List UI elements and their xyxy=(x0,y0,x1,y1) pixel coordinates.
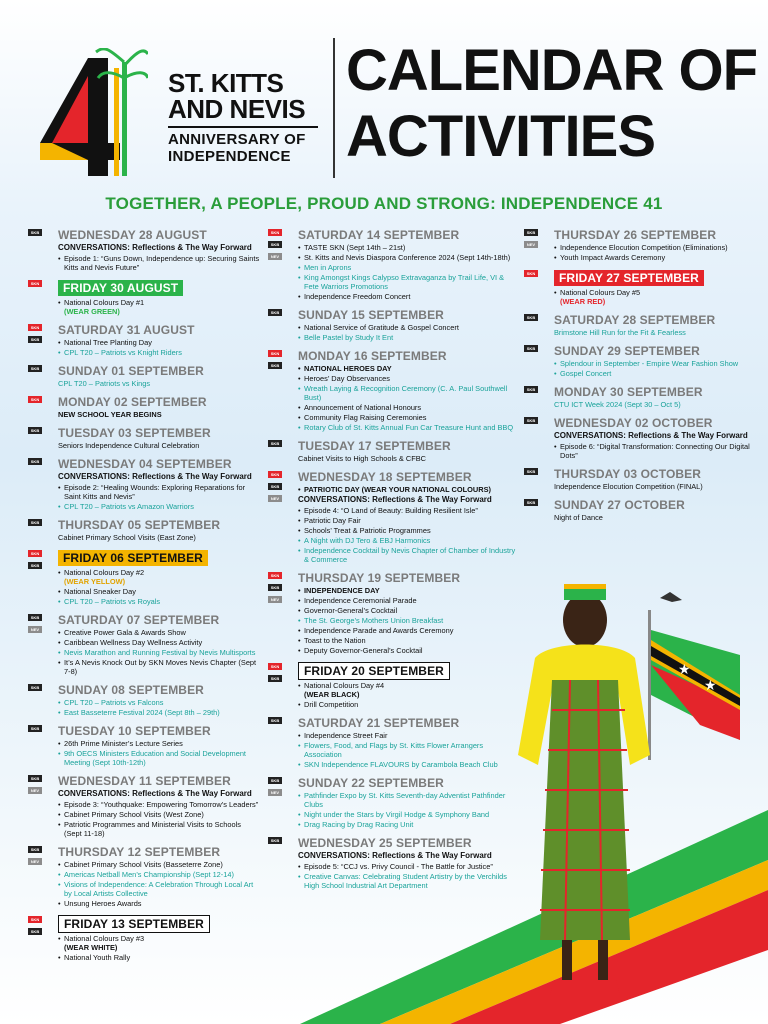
day-title: MONDAY 30 SEPTEMBER xyxy=(554,385,703,399)
event-item xyxy=(58,934,260,952)
skb-badge: SKB xyxy=(28,427,42,434)
event-item xyxy=(554,288,754,306)
skb-badge: SKB xyxy=(28,519,42,526)
event-item: • Independence Cocktail by Nevis Chapter of Chamber of Industry & Commerce xyxy=(298,546,518,564)
day-entry xyxy=(268,716,518,769)
event-item: • Independence Parade and Awards Ceremony xyxy=(298,626,518,635)
event-item: • Creative Canvas: Celebrating Student Artistry by the Verchilds High School Industrial Art Department xyxy=(298,872,518,890)
skb-badge: SKB xyxy=(28,684,42,691)
day-title: SUNDAY 01 SEPTEMBER xyxy=(58,364,204,378)
day-title: SUNDAY 15 SEPTEMBER xyxy=(298,308,444,322)
parish-badges xyxy=(28,775,50,799)
skb-badge: SKB xyxy=(28,846,42,853)
page-title xyxy=(346,38,766,170)
day-title: THURSDAY 05 SEPTEMBER xyxy=(58,518,221,532)
day-title: SATURDAY 21 SEPTEMBER xyxy=(298,716,460,730)
day-entry xyxy=(28,915,260,962)
day-title: SATURDAY 31 AUGUST xyxy=(58,323,195,337)
day-entry xyxy=(268,836,518,890)
event-item: • King Amongst Kings Calypso Extravaganza by Trail Life, VI & Fete Warriors Promotions xyxy=(298,273,518,291)
parish-badges xyxy=(28,550,50,574)
event-item xyxy=(58,568,260,586)
nev-badge: NEV xyxy=(28,858,42,865)
parish-badges xyxy=(268,309,290,321)
parish-badges xyxy=(28,280,50,292)
event-item: • Americas Netball Men’s Championship (Sept 12-14) xyxy=(58,870,260,879)
day-entry xyxy=(28,457,260,511)
event-note: (WEAR YELLOW) xyxy=(64,577,126,586)
nev-badge: NEV xyxy=(28,787,42,794)
day-entry xyxy=(28,279,260,316)
day-title: SATURDAY 07 SEPTEMBER xyxy=(58,613,220,627)
event-item: • Episode 5: “CCJ vs. Privy Council - The Battle for Justice” xyxy=(298,862,518,871)
skb-badge: SKB xyxy=(28,562,42,569)
event-item: • Splendour in September - Empire Wear Fashion Show xyxy=(554,359,754,368)
parish-badges xyxy=(28,725,50,737)
skn-badge: SKN xyxy=(268,663,282,670)
parish-badges xyxy=(268,471,290,507)
day-title: SATURDAY 28 SEPTEMBER xyxy=(554,313,716,327)
day-title: THURSDAY 03 OCTOBER xyxy=(554,467,702,481)
event-item: • East Basseterre Festival 2024 (Sept 8th – 29th) xyxy=(58,708,260,717)
logo-line-1: ST. KITTS xyxy=(168,68,284,98)
skb-badge: SKB xyxy=(268,241,282,248)
skn-badge: SKN xyxy=(28,396,42,403)
event-item: • SKN Independence FLAVOURS by Carambola Beach Club xyxy=(298,760,518,769)
parish-badges xyxy=(268,837,290,849)
day-subtitle: CONVERSATIONS: Reflections & The Way Forward xyxy=(58,243,252,252)
skn-badge: SKN xyxy=(28,280,42,287)
nev-badge: NEV xyxy=(524,241,538,248)
event-item: • Visions of Independence: A Celebration Through Local Art by Local Artists Collective xyxy=(58,880,260,898)
event-item: • Rotary Club of St. Kitts Annual Fun Car Treasure Hunt and BBQ xyxy=(298,423,518,432)
event-item: • Episode 2: “Healing Wounds: Exploring Reparations for Saint Kitts and Nevis” xyxy=(58,483,260,501)
event-item: • National Service of Gratitude & Gospel Concert xyxy=(298,323,518,332)
day-entry xyxy=(268,662,518,709)
day-title: FRIDAY 13 SEPTEMBER xyxy=(58,915,210,933)
calendar-column-1 xyxy=(28,228,260,969)
skb-badge: SKB xyxy=(524,468,538,475)
parish-badges xyxy=(28,324,50,348)
event-text: CPL T20 – Patriots vs Kings xyxy=(58,379,151,388)
day-subtitle: CONVERSATIONS: Reflections & The Way Forward xyxy=(58,789,252,798)
skn-badge: SKN xyxy=(524,270,538,277)
svg-text:★: ★ xyxy=(678,662,691,678)
day-title: WEDNESDAY 11 SEPTEMBER xyxy=(58,774,231,788)
day-title: TUESDAY 10 SEPTEMBER xyxy=(58,724,211,738)
skb-badge: SKB xyxy=(268,717,282,724)
skn-badge: SKN xyxy=(268,572,282,579)
event-text: Brimstone Hill Run for the Fit & Fearless xyxy=(554,328,686,337)
event-text: Cabinet Visits to High Schools & CFBC xyxy=(298,454,427,463)
day-title: WEDNESDAY 02 OCTOBER xyxy=(554,416,713,430)
day-entry xyxy=(524,269,754,306)
event-item: • Heroes’ Day Observances xyxy=(298,374,518,383)
event-item: • Patriotic Day Fair xyxy=(298,516,518,525)
skn-badge: SKN xyxy=(268,350,282,357)
day-subtitle: CONVERSATIONS: Reflections & The Way Forward xyxy=(554,431,748,440)
event-item: • TASTE SKN (Sept 14th – 21st) xyxy=(298,243,518,252)
day-title: WEDNESDAY 04 SEPTEMBER xyxy=(58,457,232,471)
event-text: National Colours Day #1 xyxy=(64,298,145,307)
day-title: SUNDAY 22 SEPTEMBER xyxy=(298,776,444,790)
skb-badge: SKB xyxy=(268,309,282,316)
skb-badge: SKB xyxy=(524,314,538,321)
parish-badges xyxy=(28,519,50,531)
day-title: FRIDAY 06 SEPTEMBER xyxy=(58,550,208,566)
parish-badges xyxy=(268,440,290,452)
event-item: • CPL T20 – Patriots vs Falcons xyxy=(58,698,260,707)
event-text: National Colours Day #3 xyxy=(64,934,145,943)
day-entry xyxy=(28,323,260,357)
nev-badge: NEV xyxy=(268,253,282,260)
skb-badge: SKB xyxy=(268,362,282,369)
skb-badge: SKB xyxy=(524,417,538,424)
event-item: • Drill Competition xyxy=(298,700,518,709)
day-entry xyxy=(268,439,518,463)
event-item: • Flowers, Food, and Flags by St. Kitts Flower Arrangers Association xyxy=(298,741,518,759)
skb-badge: SKB xyxy=(28,775,42,782)
title-line-1: CALENDAR OF xyxy=(346,38,758,103)
logo-line-4: INDEPENDENCE xyxy=(168,148,291,165)
skb-badge: SKB xyxy=(28,336,42,343)
event-item xyxy=(58,298,260,316)
parish-badges xyxy=(524,499,546,511)
parish-badges xyxy=(28,229,50,241)
skn-badge: SKN xyxy=(268,229,282,236)
event-item: • Youth Impact Awards Ceremony xyxy=(554,253,754,262)
event-text: National Colours Day #5 xyxy=(560,288,641,297)
event-item: • A Night with DJ Tero & EBJ Harmonics xyxy=(298,536,518,545)
parish-badges xyxy=(28,684,50,696)
parish-badges xyxy=(524,468,546,480)
day-entry xyxy=(28,613,260,676)
event-item: • CPL T20 – Patriots vs Royals xyxy=(58,597,260,606)
day-entry xyxy=(268,776,518,829)
day-entry xyxy=(268,470,518,564)
skn-badge: SKN xyxy=(28,324,42,331)
event-item: • St. Kitts and Nevis Diaspora Conference 2024 (Sept 14th-18th) xyxy=(298,253,518,262)
parish-badges xyxy=(28,458,50,470)
day-title: SUNDAY 27 OCTOBER xyxy=(554,498,685,512)
event-item: • Independence Ceremonial Parade xyxy=(298,596,518,605)
day-entry xyxy=(524,344,754,378)
day-subtitle: CONVERSATIONS: Reflections & The Way Forward xyxy=(298,495,492,504)
day-title: WEDNESDAY 18 SEPTEMBER xyxy=(298,470,472,484)
event-item: • It’s A Nevis Knock Out by SKN Moves Nevis Chapter (Sept 7-8) xyxy=(58,658,260,676)
event-note: (WEAR RED) xyxy=(560,297,606,306)
event-item: • Drag Racing by Drag Racing Unit xyxy=(298,820,518,829)
skn-badge: SKN xyxy=(28,916,42,923)
parish-badges xyxy=(28,365,50,377)
parish-badges xyxy=(524,229,546,253)
parish-badges xyxy=(28,916,50,940)
event-text: Independence Elocution Competition (FINAL) xyxy=(554,482,703,491)
day-title: THURSDAY 26 SEPTEMBER xyxy=(554,228,717,242)
skb-badge: SKB xyxy=(524,229,538,236)
event-item: • Deputy Governor-General’s Cocktail xyxy=(298,646,518,655)
svg-text:★: ★ xyxy=(704,678,717,694)
day-entry xyxy=(268,349,518,432)
event-item: • Men in Aprons xyxy=(298,263,518,272)
tagline: TOGETHER, A PEOPLE, PROUD AND STRONG: INDEPENDENCE 41 xyxy=(105,194,663,213)
parish-badges xyxy=(268,777,290,801)
event-item: • Independence Elocution Competition (Eliminations) xyxy=(554,243,754,252)
nev-badge: NEV xyxy=(268,789,282,796)
skb-badge: SKB xyxy=(524,345,538,352)
woman-in-madras-dress-photo xyxy=(490,540,768,1024)
day-entry xyxy=(28,395,260,419)
day-entry xyxy=(268,228,518,301)
parish-badges xyxy=(268,663,290,687)
event-item: • National Youth Rally xyxy=(58,953,260,962)
skb-badge: SKB xyxy=(28,458,42,465)
event-note: (WEAR GREEN) xyxy=(64,307,120,316)
day-entry xyxy=(28,724,260,767)
nev-badge: NEV xyxy=(268,596,282,603)
event-text: NEW SCHOOL YEAR BEGINS xyxy=(58,410,162,419)
parish-badges xyxy=(268,350,290,374)
event-item: • NATIONAL HEROES DAY xyxy=(298,364,518,373)
event-item: • Cabinet Primary School Visits (Basseterre Zone) xyxy=(58,860,260,869)
parish-badges xyxy=(268,572,290,608)
event-item: • Episode 6: “Digital Transformation: Connecting Our Digital Dots” xyxy=(554,442,754,460)
event-item: • Patriotic Programmes and Ministerial Visits to Schools (Sept 11-18) xyxy=(58,820,260,838)
nev-badge: NEV xyxy=(268,495,282,502)
event-item: • National Tree Planting Day xyxy=(58,338,260,347)
day-title: MONDAY 16 SEPTEMBER xyxy=(298,349,447,363)
header xyxy=(0,0,768,190)
day-entry xyxy=(524,467,754,491)
day-title: FRIDAY 30 AUGUST xyxy=(58,280,183,296)
day-subtitle: CONVERSATIONS: Reflections & The Way Forward xyxy=(298,851,492,860)
day-entry xyxy=(28,426,260,450)
event-item xyxy=(298,681,518,699)
title-line-2: ACTIVITIES xyxy=(346,104,656,169)
day-title: SATURDAY 14 SEPTEMBER xyxy=(298,228,460,242)
skb-badge: SKB xyxy=(268,675,282,682)
skb-badge: SKB xyxy=(524,499,538,506)
day-entry xyxy=(524,313,754,337)
parish-badges xyxy=(524,386,546,398)
event-item: • The St. George’s Mothers Union Breakfast xyxy=(298,616,518,625)
skb-badge: SKB xyxy=(524,386,538,393)
event-item: • PATRIOTIC DAY (WEAR YOUR NATIONAL COLOURS) xyxy=(298,485,518,494)
event-item: • Unsung Heroes Awards xyxy=(58,899,260,908)
event-item: • Night under the Stars by Virgil Hodge & Symphony Band xyxy=(298,810,518,819)
day-entry xyxy=(268,308,518,342)
skb-badge: SKB xyxy=(28,365,42,372)
day-entry xyxy=(524,498,754,522)
day-entry xyxy=(524,228,754,262)
event-text: Cabinet Primary School Visits (East Zone) xyxy=(58,533,196,542)
day-entry xyxy=(28,518,260,542)
day-title: THURSDAY 12 SEPTEMBER xyxy=(58,845,221,859)
event-text: CTU ICT Week 2024 (Sept 30 – Oct 5) xyxy=(554,400,681,409)
event-item: • Community Flag Raising Ceremonies xyxy=(298,413,518,422)
event-item: • 26th Prime Minister’s Lecture Series xyxy=(58,739,260,748)
calendar-column-2 xyxy=(268,228,518,897)
event-text: Seniors Independence Cultural Celebration xyxy=(58,441,200,450)
event-item: • Cabinet Primary School Visits (West Zone) xyxy=(58,810,260,819)
parish-badges xyxy=(28,614,50,638)
day-entry xyxy=(524,416,754,460)
day-title: SUNDAY 29 SEPTEMBER xyxy=(554,344,700,358)
event-item: • Wreath Laying & Recognition Ceremony (C. A. Paul Southwell Bust) xyxy=(298,384,518,402)
event-item: • Episode 1: “Guns Down, Independence up: Securing Saints Kitts and Nevis Future” xyxy=(58,254,260,272)
day-title: THURSDAY 19 SEPTEMBER xyxy=(298,571,461,585)
skb-badge: SKB xyxy=(268,584,282,591)
skn-badge: SKN xyxy=(268,471,282,478)
event-item: • 9th OECS Ministers Education and Social Development Meeting (Sept 10th-12th) xyxy=(58,749,260,767)
logo-text xyxy=(168,70,338,165)
day-entry xyxy=(28,228,260,272)
event-note: (WEAR BLACK) xyxy=(304,690,360,699)
event-item: • Nevis Marathon and Running Festival by Nevis Multisports xyxy=(58,648,260,657)
calendar-column-3 xyxy=(524,228,754,529)
day-title: WEDNESDAY 28 AUGUST xyxy=(58,228,207,242)
logo-line-2: AND NEVIS xyxy=(168,94,306,124)
day-subtitle: CONVERSATIONS: Reflections & The Way Forward xyxy=(58,472,252,481)
skb-badge: SKB xyxy=(268,483,282,490)
day-entry xyxy=(28,774,260,838)
day-title: SUNDAY 08 SEPTEMBER xyxy=(58,683,204,697)
event-item: • Belle Pastel by Study It Ent xyxy=(298,333,518,342)
event-item: • INDEPENDENCE DAY xyxy=(298,586,518,595)
event-item: • CPL T20 – Patriots vs Amazon Warriors xyxy=(58,502,260,511)
parish-badges xyxy=(28,427,50,439)
day-title: FRIDAY 27 SEPTEMBER xyxy=(554,270,704,286)
event-text: National Colours Day #4 xyxy=(304,681,385,690)
day-entry xyxy=(28,364,260,388)
event-item: • Independence Street Fair xyxy=(298,731,518,740)
event-text: Night of Dance xyxy=(554,513,603,522)
parish-badges xyxy=(28,846,50,870)
event-item: • National Sneaker Day xyxy=(58,587,260,596)
day-entry xyxy=(28,549,260,606)
day-title: TUESDAY 03 SEPTEMBER xyxy=(58,426,211,440)
skb-badge: SKB xyxy=(268,837,282,844)
day-title: WEDNESDAY 25 SEPTEMBER xyxy=(298,836,472,850)
parish-badges xyxy=(524,345,546,357)
skb-badge: SKB xyxy=(28,614,42,621)
skb-badge: SKB xyxy=(268,440,282,447)
day-entry xyxy=(28,683,260,717)
day-title: TUESDAY 17 SEPTEMBER xyxy=(298,439,451,453)
day-entry xyxy=(524,385,754,409)
event-item: • Caribbean Wellness Day Wellness Activity xyxy=(58,638,260,647)
event-item: • Governor-General’s Cocktail xyxy=(298,606,518,615)
event-item: • Schools’ Treat & Patriotic Programmes xyxy=(298,526,518,535)
event-item: • Episode 4: “O Land of Beauty: Building Resilient Isle” xyxy=(298,506,518,515)
parish-badges xyxy=(268,229,290,265)
independence-41-logo-icon xyxy=(38,48,148,178)
event-item: • Creative Power Gala & Awards Show xyxy=(58,628,260,637)
day-title: MONDAY 02 SEPTEMBER xyxy=(58,395,207,409)
logo-line-3: ANNIVERSARY OF xyxy=(168,131,306,148)
header-divider xyxy=(333,38,335,178)
parish-badges xyxy=(524,417,546,429)
parish-badges xyxy=(28,396,50,408)
event-note: (WEAR WHITE) xyxy=(64,943,118,952)
day-title: FRIDAY 20 SEPTEMBER xyxy=(298,662,450,680)
parish-badges xyxy=(524,270,546,282)
event-item: • Toast to the Nation xyxy=(298,636,518,645)
skb-badge: SKB xyxy=(268,777,282,784)
event-item: • Pathfinder Expo by St. Kitts Seventh-day Adventist Pathfinder Clubs xyxy=(298,791,518,809)
skb-badge: SKB xyxy=(28,229,42,236)
event-item: • Episode 3: “Youthquake: Empowering Tomorrow’s Leaders” xyxy=(58,800,260,809)
day-entry xyxy=(28,845,260,908)
event-item: • Gospel Concert xyxy=(554,369,754,378)
event-text: National Colours Day #2 xyxy=(64,568,145,577)
day-entry xyxy=(268,571,518,655)
parish-badges xyxy=(268,717,290,729)
parish-badges xyxy=(524,314,546,326)
skb-badge: SKB xyxy=(28,725,42,732)
event-item: • Announcement of National Honours xyxy=(298,403,518,412)
logo-rule xyxy=(168,126,318,128)
event-item: • Independence Freedom Concert xyxy=(298,292,518,301)
skb-badge: SKB xyxy=(28,928,42,935)
skn-badge: SKN xyxy=(28,550,42,557)
nev-badge: NEV xyxy=(28,626,42,633)
event-item: • CPL T20 – Patriots vs Knight Riders xyxy=(58,348,260,357)
